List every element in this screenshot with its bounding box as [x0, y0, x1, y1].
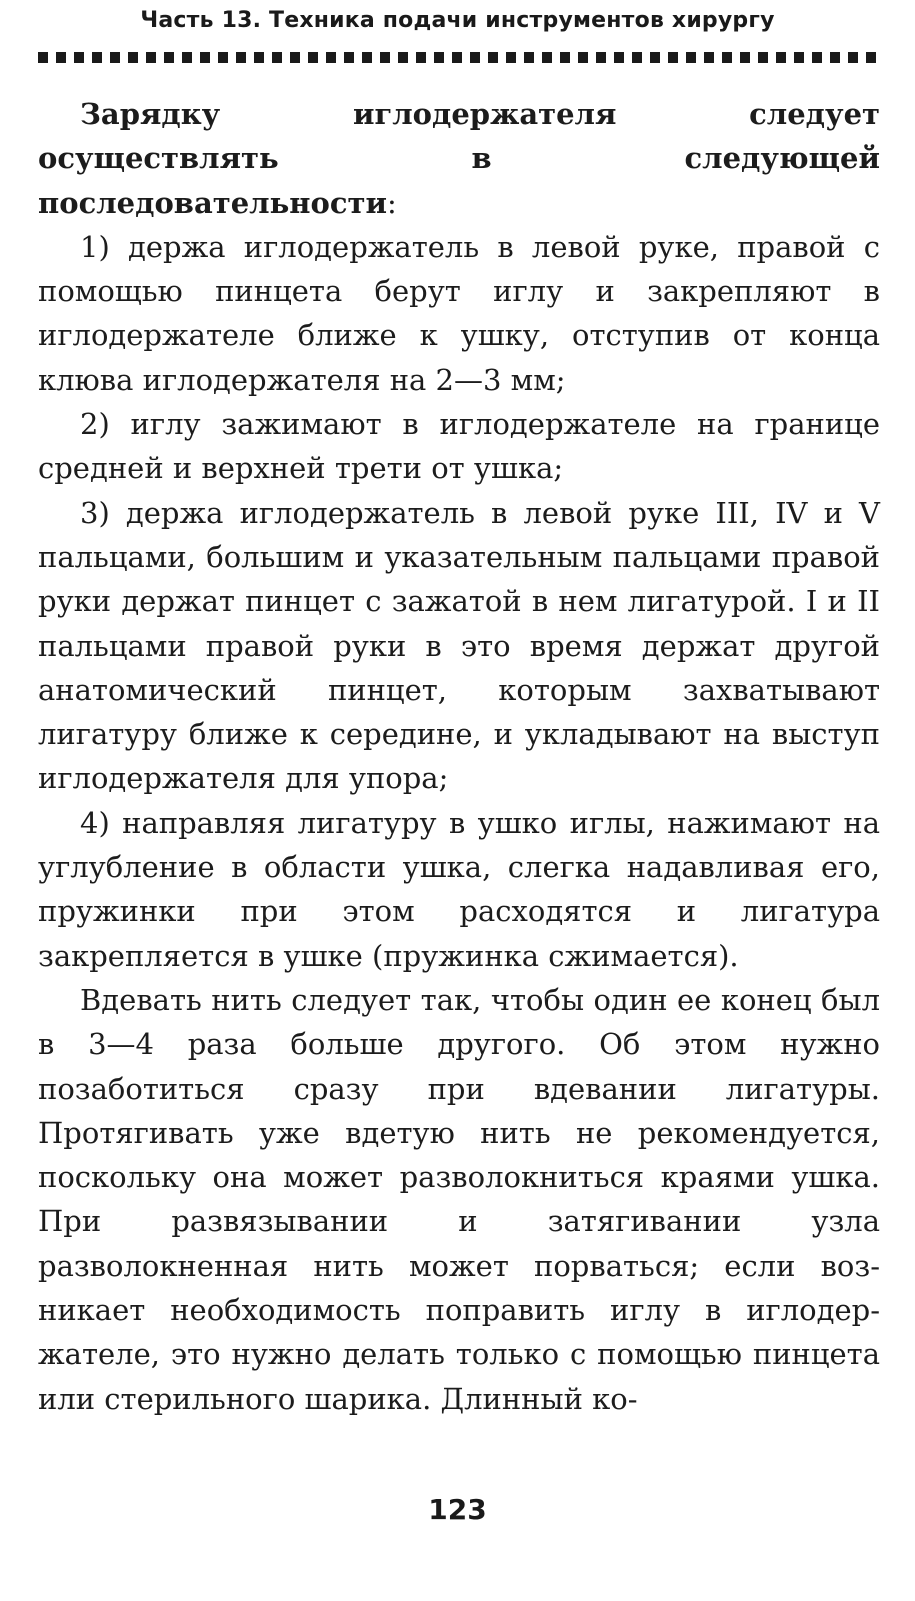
step-1: 1) держа иглодержатель в левой руке, правой с помощью пинцета берут иглу и закрепляют в иглодержателе ближе к ушку, отступив от конца клюва иглодержателя на 2—3 мм; [38, 229, 880, 397]
intro-colon: : [387, 185, 397, 220]
step-2: 2) иглу зажимают в иглодержателе на границе средней и верхней трети от ушка; [38, 407, 880, 486]
intro-bold-text: Зарядку иглодержателя следует осуществлять в следующей последовательности [38, 97, 880, 220]
running-header: Часть 13. Техника подачи инструментов хирургу [140, 8, 775, 33]
page-number: 123 [428, 1493, 487, 1526]
body-paragraph: Вдевать нить следует так, чтобы один ее конец был в 3—4 раза больше другого. Об этом нужно позаботиться сразу при вдевании лигатуры. Протягивать уже вдетую нить не рекомендуется, поскольку она может разволокниться краями ушка. При развязывании и затягивании узла разволокненная нить может порваться; если возникает необходимость поправить иглу в иглодержателе, это нужно делать только с помощью пинцета или стерильного шарика. Длинный ко- [38, 982, 880, 1416]
step-4: 4) направляя лигатуру в ушко иглы, нажимают на углубление в области ушка, слегка надавливая его, пружинки при этом расходятся и лигатура закрепляется в ушке (пружинка сжимается). [38, 805, 880, 973]
intro-paragraph [38, 92, 880, 225]
step-3: 3) держа иглодержатель в левой руке III, IV и V пальцами, большим и указательным пальцами правой руки держат пинцет с зажатой в нем лигатурой. I и II пальцами правой руки в это время держат другой анатомический пинцет, которым захватывают лигатуру ближе к середине, и укладывают на выступ иглодержателя для упора; [38, 495, 880, 796]
header-divider [38, 52, 883, 63]
page-body [38, 92, 880, 1421]
